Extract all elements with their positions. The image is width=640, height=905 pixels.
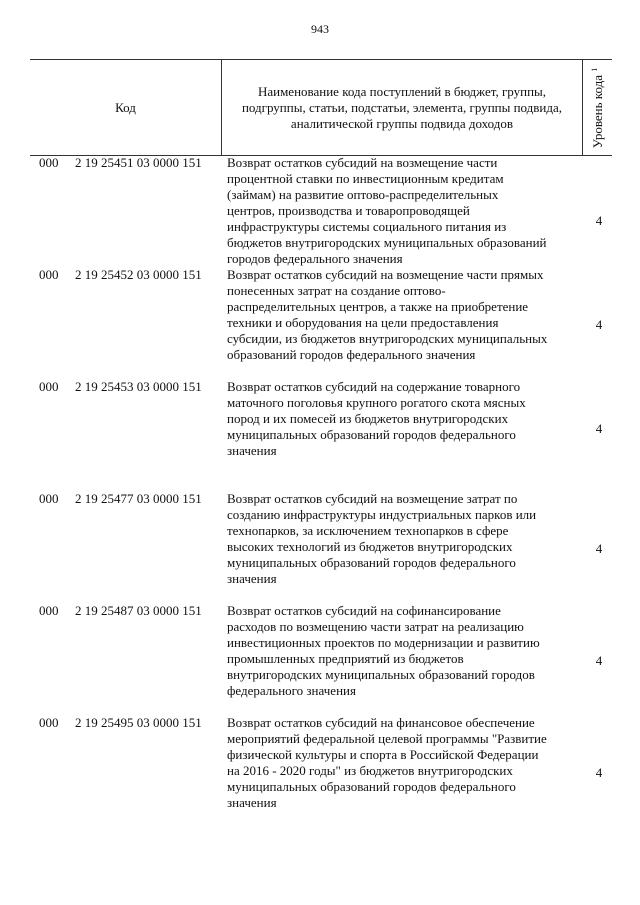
code-description <box>227 715 573 811</box>
description-line: маточного поголовья крупного рогатого скота мясных <box>227 395 526 410</box>
code-level: 4 <box>595 213 603 228</box>
description-line: процентной ставки по инвестиционным кредитам <box>227 171 504 186</box>
description-line: мероприятий федеральной целевой программы "Развитие <box>227 731 547 746</box>
description-line: Возврат остатков субсидий на софинансирование <box>227 603 501 618</box>
description-line: промышленных предприятий из бюджетов <box>227 651 464 666</box>
description-line: образований городов федерального значения <box>227 347 476 362</box>
description-line: Возврат остатков субсидий на возмещение затрат по <box>227 491 518 506</box>
revenue-code: 2 19 25477 03 0000 151 <box>75 491 202 506</box>
header-name-label <box>242 84 562 132</box>
admin-code: 000 <box>39 715 59 730</box>
code-level: 4 <box>595 421 603 436</box>
code-level: 4 <box>595 541 603 556</box>
header-name-line: подгруппы, статьи, подстатьи, элемента, группы подвида, <box>241 99 563 115</box>
header-name-cell <box>221 60 583 155</box>
description-line: значения <box>227 443 277 458</box>
revenue-code: 2 19 25451 03 0000 151 <box>75 155 202 170</box>
description-line: пород и их помесей из бюджетов внутригородских <box>227 411 509 426</box>
code-level: 4 <box>595 653 603 668</box>
description-line: Возврат остатков субсидий на возмещение части прямых <box>227 267 544 282</box>
header-level-footnote: 1 <box>589 67 599 72</box>
code-description <box>227 379 573 459</box>
description-line: бюджетов внутригородских муниципальных образований <box>227 235 547 250</box>
code-description <box>227 603 573 699</box>
admin-code: 000 <box>39 491 59 506</box>
revenue-code: 2 19 25487 03 0000 151 <box>75 603 202 618</box>
description-line: Возврат остатков субсидий на содержание товарного <box>227 379 521 394</box>
page-number: 943 <box>311 22 329 36</box>
header-name-line: Наименование кода поступлений в бюджет, группы, <box>257 83 547 99</box>
header-level-label <box>589 67 605 147</box>
description-line: распределительных центров, а также на приобретение <box>227 299 529 314</box>
header-code-label: Код <box>115 99 136 115</box>
admin-code: 000 <box>39 603 59 618</box>
description-line: инфраструктуры системы социального питания из <box>227 219 507 234</box>
description-line: созданию инфраструктуры индустриальных парков или <box>227 507 537 522</box>
code-description <box>227 267 573 363</box>
header-name-line: аналитической группы подвида доходов <box>290 115 514 131</box>
admin-code: 000 <box>39 267 59 282</box>
admin-code: 000 <box>39 379 59 394</box>
revenue-code: 2 19 25453 03 0000 151 <box>75 379 202 394</box>
table-row <box>30 267 612 379</box>
description-line: инвестиционных проектов по модернизации и развитию <box>227 635 540 650</box>
description-line: на 2016 - 2020 годы" из бюджетов внутригородских <box>227 763 513 778</box>
header-level-text: Уровень кода <box>589 74 605 148</box>
description-line: высоких технологий из бюджетов внутригородских <box>227 539 513 554</box>
code-level: 4 <box>595 317 603 332</box>
description-line: Возврат остатков субсидий на финансовое обеспечение <box>227 715 535 730</box>
table-row <box>30 491 612 603</box>
description-line: значения <box>227 795 277 810</box>
code-level: 4 <box>595 765 603 780</box>
description-line: муниципальных образований городов федерального <box>227 555 516 570</box>
table-body <box>30 155 612 827</box>
header-code-cell <box>30 60 221 155</box>
description-line: расходов по возмещению части затрат на реализацию <box>227 619 524 634</box>
table-row <box>30 715 612 827</box>
table-row <box>30 603 612 715</box>
revenue-code: 2 19 25452 03 0000 151 <box>75 267 202 282</box>
description-line: (займам) на развитие оптово-распределительных <box>227 187 499 202</box>
code-description <box>227 491 573 587</box>
table-row <box>30 155 612 267</box>
description-line: понесенных затрат на создание оптово- <box>227 283 446 298</box>
description-line: центров, производства и товаропроводящей <box>227 203 470 218</box>
description-line: городов федерального значения <box>227 251 403 266</box>
description-line: технопарков, за исключением технопарков в сфере <box>227 523 509 538</box>
description-line: значения <box>227 571 277 586</box>
description-line: муниципальных образований городов федерального <box>227 779 516 794</box>
table-row <box>30 379 612 491</box>
description-line: Возврат остатков субсидий на возмещение части <box>227 155 498 170</box>
table-header <box>30 59 612 156</box>
description-line: федерального значения <box>227 683 356 698</box>
description-line: техники и оборудования на цели предоставления <box>227 315 499 330</box>
header-level-cell <box>583 60 612 155</box>
description-line: субсидии, из бюджетов внутригородских муниципальных <box>227 331 548 346</box>
code-description <box>227 155 573 267</box>
description-line: внутригородских муниципальных образований городов <box>227 667 535 682</box>
revenue-code: 2 19 25495 03 0000 151 <box>75 715 202 730</box>
description-line: муниципальных образований городов федерального <box>227 427 516 442</box>
admin-code: 000 <box>39 155 59 170</box>
description-line: физической культуры и спорта в Российской Федерации <box>227 747 539 762</box>
